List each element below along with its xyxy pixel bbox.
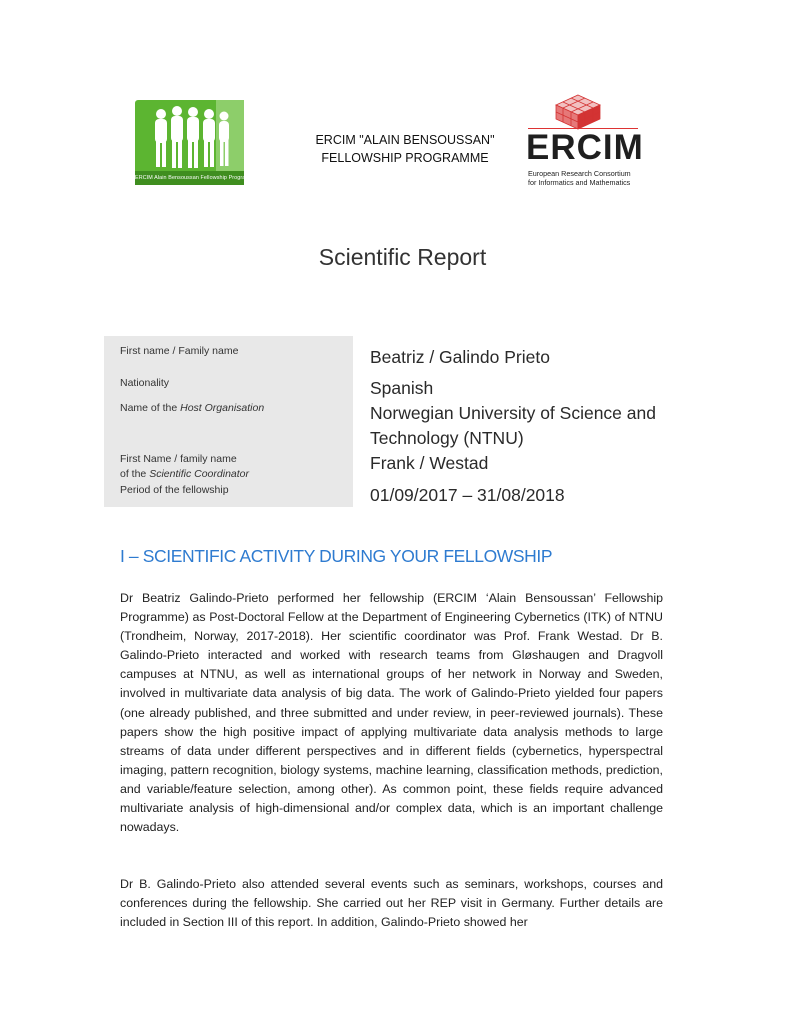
value-host-line-1: Norwegian University of Science and: [370, 403, 656, 423]
section-heading: I – SCIENTIFIC ACTIVITY DURING YOUR FELLOWSHIP: [120, 546, 553, 566]
ercim-subtitle-line-2: for Informatics and Mathematics: [528, 178, 631, 187]
value-period: 01/09/2017 – 31/08/2018: [370, 485, 565, 505]
label-host-prefix: Name of the: [120, 402, 181, 414]
ercim-logo: [520, 93, 645, 188]
value-name: Beatriz / Galindo Prieto: [370, 347, 550, 367]
body-paragraph-2: Dr B. Galindo-Prieto also attended several events such as seminars, workshops, courses and conferences during the fellowship. She carried out her REP visit in Germany. Further details are included in Section III of this report. In addition, Galindo-Prieto showed her: [120, 877, 663, 930]
label-coordinator-line-2: [120, 467, 249, 482]
report-title: Scientific Report: [318, 244, 487, 270]
fellowship-logo-caption: ERCIM Alain Bensoussan Fellowship Programme: [135, 171, 244, 185]
label-host-organisation: [120, 401, 264, 416]
body-paragraph-1: Dr Beatriz Galindo-Prieto performed her fellowship (ERCIM ‘Alain Bensoussan’ Fellowship Programme) as Post-Doctoral Fellow at the Department of Engineering Cybernetics (ITK) of NTNU (Trondheim, Norway, 2017-2018). Her scientific coordinator was Prof. Frank Westad. Dr B. Galindo-Prieto interacted and worked with research teams from Gløshaugen and Dragvoll campuses at NTNU, as well as international groups of her network in Norway and Sweden, involved in multivariate data analysis of big data. The work of Galindo-Prieto yielded four papers (one already published, and three submitted and under review, in peer-reviewed journals). These papers show the high positive impact of applying multivariate data analysis methods to large streams of data under different perspectives and in different fields (cybernetics, hyperspectral imaging, pattern recognition, biology systems, machine learning, classification methods, prediction, and variable/feature selection, among other). As common point, these fields require advanced multivariate analysis of high-dimensional and/or complex data, which is an important challenge nowadays.: [120, 591, 663, 835]
ercim-wordmark: ERCIM: [526, 128, 644, 167]
label-coordinator-line-1: First Name / family name: [120, 453, 237, 465]
ercim-subtitle: [528, 169, 631, 187]
label-first-family-name: First name / Family name: [120, 345, 239, 357]
programme-title: [300, 131, 510, 167]
ercim-cube-icon: [520, 93, 645, 133]
label-period: Period of the fellowship: [120, 484, 229, 496]
label-coordinator-italic: Scientific Coordinator: [149, 468, 249, 480]
label-nationality: Nationality: [120, 377, 170, 389]
label-host-italic: Host Organisation: [180, 402, 265, 414]
fellowship-programme-logo: [135, 100, 258, 185]
ercim-subtitle-line-1: European Research Consortium: [528, 169, 631, 178]
label-coordinator-prefix: of the: [120, 468, 150, 480]
programme-title-line-2: FELLOWSHIP PROGRAMME: [321, 151, 489, 165]
people-silhouettes-icon: [135, 100, 244, 172]
value-coordinator: Frank / Westad: [370, 453, 489, 473]
value-host-line-2: Technology (NTNU): [370, 428, 524, 448]
programme-title-line-1: ERCIM "ALAIN BENSOUSSAN": [315, 133, 495, 147]
value-nationality: Spanish: [370, 378, 434, 398]
